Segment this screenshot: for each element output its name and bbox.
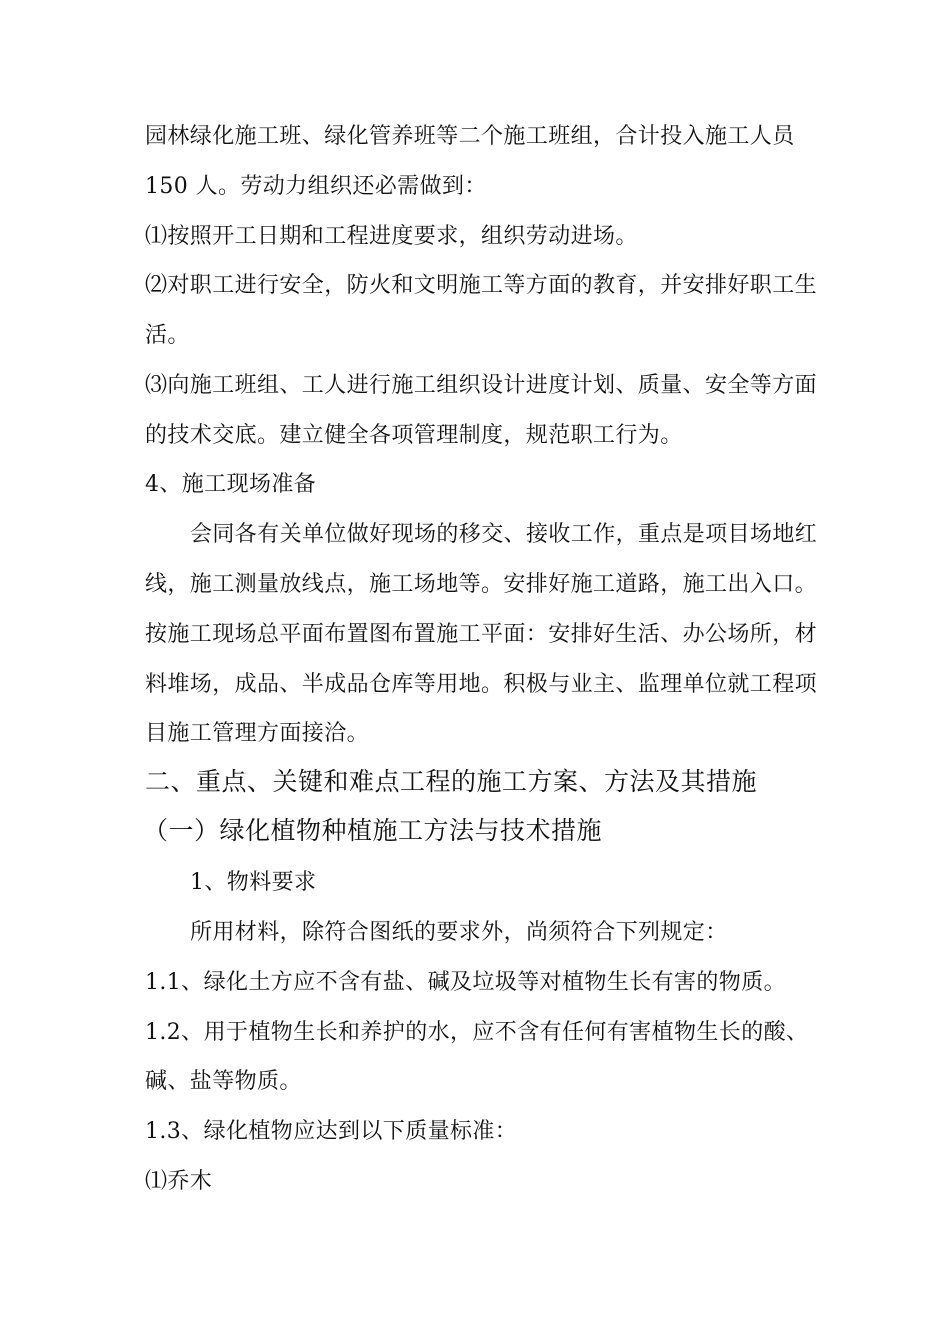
- list-item: 1.2、用于植物生长和养护的水，应不含有任何有害植物生长的酸、: [145, 1020, 809, 1045]
- paragraph-line: 会同各有关单位做好现场的移交、接收工作，重点是项目场地红: [190, 522, 818, 547]
- section-heading: 1、物料要求: [190, 870, 317, 895]
- subchapter-heading: （一）绿化植物种植施工方法与技术措施: [143, 816, 603, 845]
- list-item: ⑶向施工班组、工人进行施工组织设计进度计划、质量、安全等方面: [145, 373, 818, 398]
- paragraph-line: 150 人。劳动力组织还必需做到：: [145, 174, 487, 199]
- section-heading: 4、施工现场准备: [145, 472, 317, 497]
- paragraph-line: 按施工现场总平面布置图布置施工平面：安排好生活、办公场所，材: [145, 622, 818, 647]
- chapter-heading: 二、重点、关键和难点工程的施工方案、方法及其措施: [145, 767, 758, 796]
- paragraph-line: 目施工管理方面接洽。: [145, 721, 370, 746]
- paragraph-line: 园林绿化施工班、绿化管养班等二个施工班组，合计投入施工人员: [145, 124, 795, 149]
- paragraph-line: 活。: [145, 323, 190, 348]
- paragraph-line: 碱、盐等物质。: [145, 1069, 302, 1094]
- paragraph-line: 所用材料，除符合图纸的要求外，尚须符合下列规定：: [190, 920, 728, 945]
- list-item: ⑴按照开工日期和工程进度要求，组织劳动进场。: [145, 224, 638, 249]
- paragraph-line: 料堆场，成品、半成品仓库等用地。积极与业主、监理单位就工程项: [145, 672, 818, 697]
- list-item: ⑴乔木: [145, 1169, 213, 1194]
- list-item: 1.1、绿化土方应不含有盐、碱及垃圾等对植物生长有害的物质。: [145, 970, 786, 995]
- paragraph-line: 的技术交底。建立健全各项管理制度，规范职工行为。: [145, 423, 683, 448]
- paragraph-line: 线，施工测量放线点，施工场地等。安排好施工道路，施工出入口。: [145, 572, 818, 597]
- list-item: 1.3、绿化植物应达到以下质量标准：: [145, 1119, 518, 1144]
- list-item: ⑵对职工进行安全，防火和文明施工等方面的教育，并安排好职工生: [145, 273, 818, 298]
